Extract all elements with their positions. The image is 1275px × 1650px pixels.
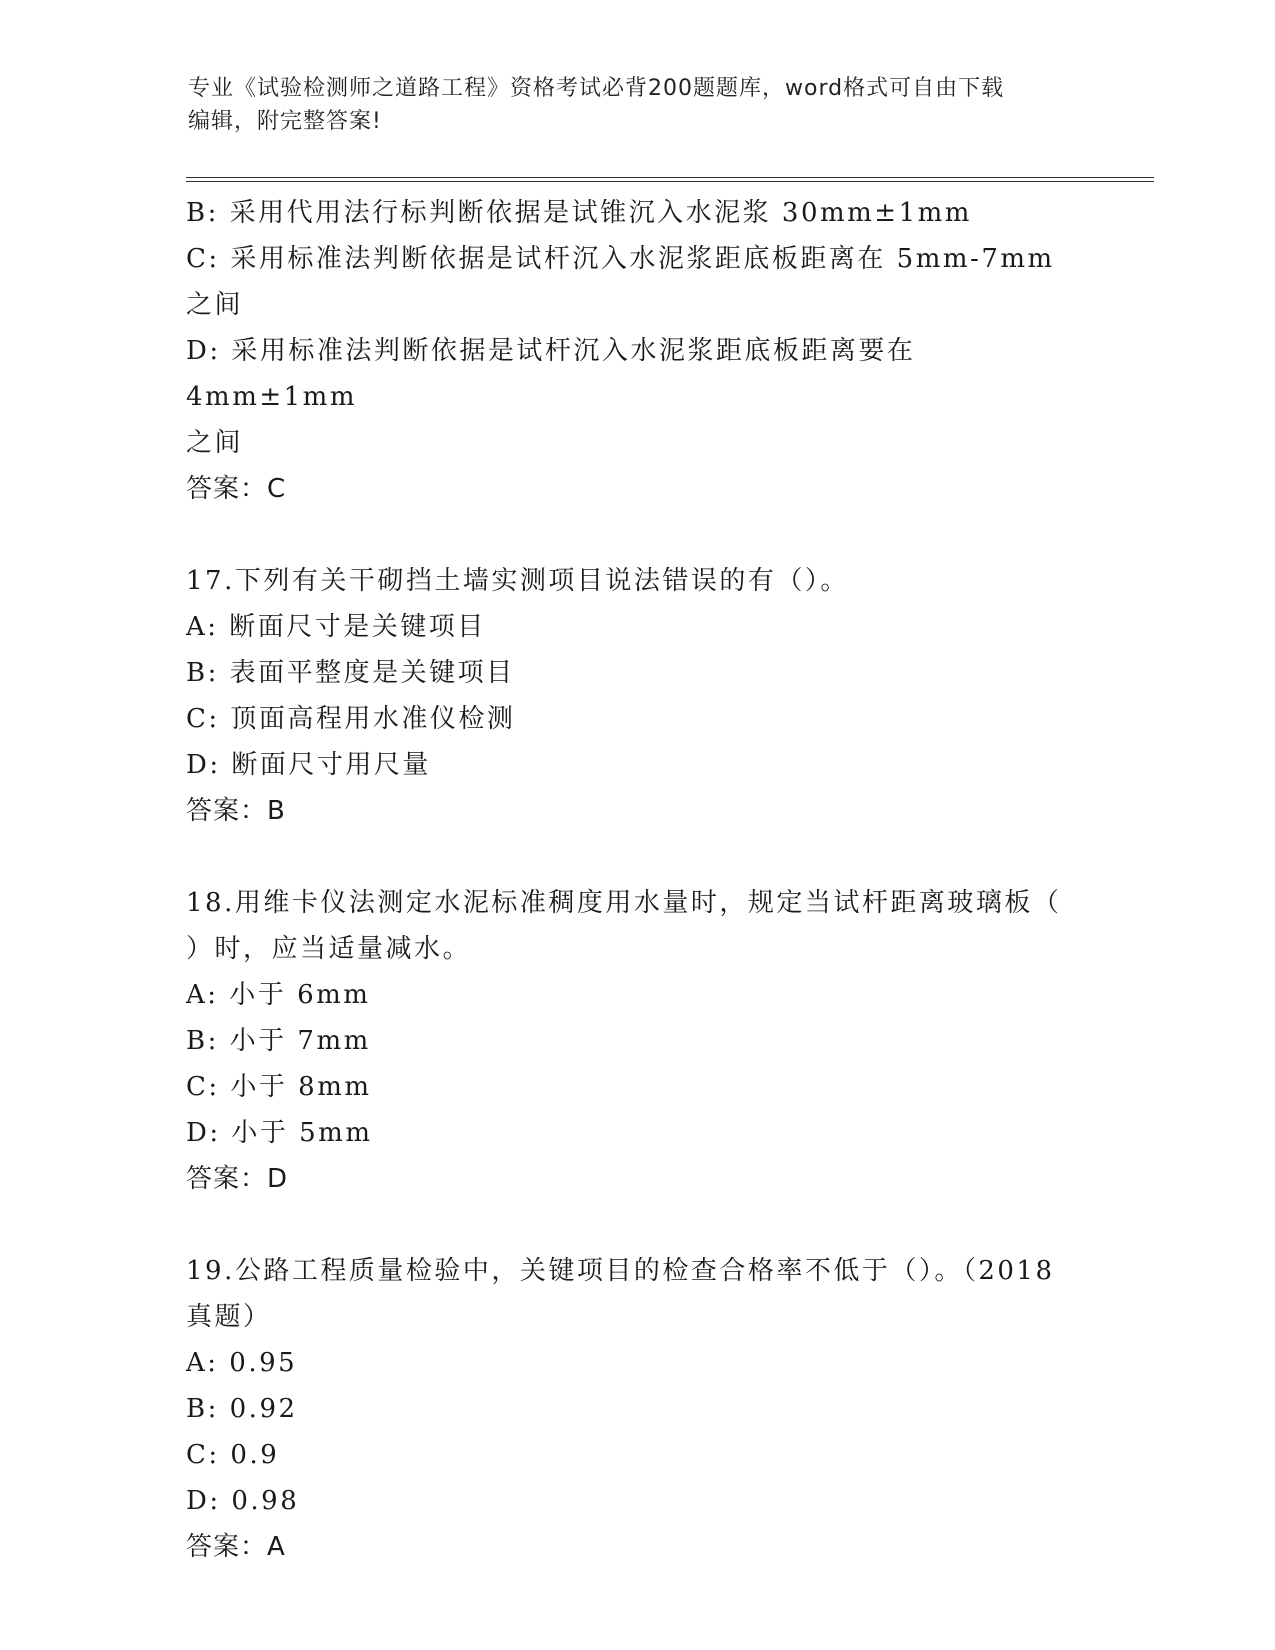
- question-stem-line-1: 19.公路工程质量检验中，关键项目的检查合格率不低于（）。（2018: [186, 1256, 1055, 1286]
- option-b: B: 0.92: [186, 1394, 298, 1424]
- question-stem-line-2: ）时，应当适量减水。: [186, 934, 472, 964]
- question-16-tail: [186, 190, 1086, 512]
- option-b: B: 小于 7mm: [186, 1026, 371, 1056]
- question-19: [186, 1248, 1086, 1570]
- option-d: D: 断面尺寸用尺量: [186, 750, 431, 780]
- option-c: C: 小于 8mm: [186, 1072, 372, 1102]
- option-c: C: 采用标准法判断依据是试杆沉入水泥浆距底板距离在 5mm-7mm 之间: [186, 244, 1066, 320]
- question-stem-line-1: 18.用维卡仪法测定水泥标准稠度用水量时，规定当试杆距离玻璃板（: [186, 888, 1062, 918]
- question-stem: 17.下列有关干砌挡土墙实测项目说法错误的有（）。: [186, 566, 849, 596]
- header-rule-top: [186, 177, 1154, 178]
- option-a: A: 断面尺寸是关键项目: [186, 612, 486, 642]
- option-a: A: 小于 6mm: [186, 980, 371, 1010]
- option-d: D: 小于 5mm: [186, 1118, 373, 1148]
- option-c: C: 0.9: [186, 1440, 280, 1470]
- option-c: C: 顶面高程用水准仪检测: [186, 704, 516, 734]
- question-stem-line-2: 真题）: [186, 1302, 272, 1332]
- answer: 答案：B: [186, 796, 286, 826]
- header-rule-bottom: [186, 181, 1154, 182]
- answer: 答案：C: [186, 474, 287, 504]
- answer: 答案：D: [186, 1164, 289, 1194]
- option-b: B: 采用代用法行标判断依据是试锥沉入水泥浆 30mm±1mm: [186, 198, 972, 228]
- question-17: [186, 558, 1086, 834]
- document-header: [188, 72, 1068, 138]
- option-d-continued: 之间: [186, 428, 244, 458]
- question-18: [186, 880, 1086, 1202]
- document-body: [186, 190, 1086, 1616]
- option-a: A: 0.95: [186, 1348, 298, 1378]
- answer: 答案：A: [186, 1532, 286, 1562]
- header-line-2: 编辑，附完整答案!: [188, 109, 382, 134]
- option-d: D: 采用标准法判断依据是试杆沉入水泥浆距底板距离要在 4mm±1mm: [186, 336, 927, 412]
- header-line-1: 专业《试验检测师之道路工程》资格考试必背200题题库，word格式可自由下载: [188, 76, 1005, 101]
- option-b: B: 表面平整度是关键项目: [186, 658, 515, 688]
- option-d: D: 0.98: [186, 1486, 300, 1516]
